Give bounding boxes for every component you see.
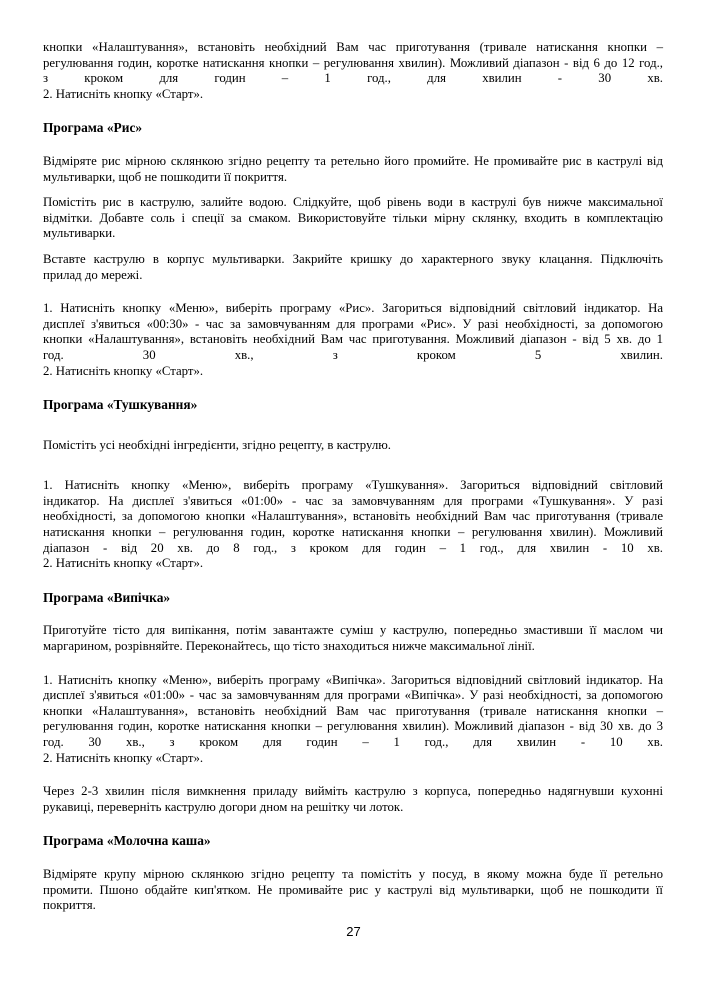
text-line: індикатор. На дисплеї з'явиться «01:00» - час за замовчуванням для програми «Тушкування». У разі <box>43 493 663 508</box>
text-line: Через 2-3 хвилин після вимкнення приладу вийміть каструлю з корпуса, попередньо надягнувши кухонні <box>43 784 663 799</box>
heading-rice: Програма «Рис» <box>43 120 143 136</box>
text-line: покриття. <box>43 898 96 913</box>
text-line: кнопки «Налаштування», встановіть необхідний Вам час приготування (тривале натискання кнопки – <box>43 703 663 718</box>
text-line: 1. Натисніть кнопку «Меню», виберіть програму «Тушкування». Загориться відповідний світловий <box>43 478 663 493</box>
intro-paragraph <box>43 40 663 102</box>
text-line: регулювання годин, коротке натискання кнопки – регулювання хвилин). Можливий діапазон - від 30 хв. до 3 <box>43 719 663 734</box>
text-line: з кроком для годин – 1 год., для хвилин - 30 хв. <box>43 71 663 86</box>
porridge-paragraph-1 <box>43 867 663 914</box>
text-line: регулювання годин, коротке натискання кнопки – регулювання хвилин). Можливий діапазон - від 6 до 12 год., <box>43 55 663 70</box>
heading-stew: Програма «Тушкування» <box>43 397 198 413</box>
text-line: Помістіть рис в каструлю, залийте водою. Слідкуйте, щоб рівень води в каструлі був нижче максимальної <box>43 195 663 210</box>
text-line: 2. Натисніть кнопку «Старт». <box>43 363 204 378</box>
text-line: Приготуйте тісто для випікання, потім завантажте суміш у каструлю, попередньо змастивши її маслом чи <box>43 623 663 638</box>
text-line: промити. Пшоно обдайте кип'ятком. Не промивайте рис у каструлі від мультиварки, щоб не пошкодити її <box>43 882 663 897</box>
text-line: натискання кнопки – регулювання годин, коротке натискання кнопки – регулювання хвилин). Можливий <box>43 525 663 540</box>
text-line: Відміряте крупу мірною склянкою згідно рецепту та помістіть у посуд, в якому можна буде її ретельно <box>43 866 663 881</box>
text-line: 2. Натисніть кнопку «Старт». <box>43 750 204 765</box>
text-line: Відміряте рис мірною склянкою згідно рецепту та ретельно його промийте. Не промивайте рис в каструлі від <box>43 153 663 168</box>
text-line: кнопки «Налаштування», встановіть необхідний Вам час приготування (тривале натискання кнопки – <box>43 40 663 54</box>
text-line: мультиварки. <box>43 226 116 241</box>
rice-paragraph-4 <box>43 301 663 379</box>
rice-paragraph-3 <box>43 252 663 283</box>
text-line: 1. Натисніть кнопку «Меню», виберіть програму «Рис». Загориться відповідний світловий індикатор. На <box>43 301 663 316</box>
stew-paragraph-1 <box>43 438 663 454</box>
text-line: год. 30 хв., з кроком 5 хвилин. <box>43 347 663 362</box>
baking-paragraph-3 <box>43 784 663 815</box>
text-line: прилад до мережі. <box>43 267 143 282</box>
stew-paragraph-2 <box>43 478 663 572</box>
text-line: 2. Натисніть кнопку «Старт». <box>43 86 204 101</box>
text-line: 2. Натисніть кнопку «Старт». <box>43 556 204 571</box>
text-line: діапазон - від 20 хв. до 8 год., з кроком для годин – 1 год., для хвилин - 10 хв. <box>43 540 663 555</box>
text-line: маргарином, розрівняйте. Переконайтесь, що тісто знаходиться нижче максимальної лінії. <box>43 639 535 654</box>
rice-paragraph-2 <box>43 195 663 242</box>
text-line: год. 30 хв., з кроком для годин – 1 год., для хвилин - 10 хв. <box>43 735 663 749</box>
rice-paragraph-1 <box>43 154 663 185</box>
page-number: 27 <box>346 924 361 939</box>
text-line: відмітки. Добавте соль і спеції за смаком. Використовуйте тільки мірну склянку, входить в комплектацію <box>43 210 663 225</box>
heading-baking: Програма «Випічка» <box>43 589 171 605</box>
text-line: Вставте каструлю в корпус мультиварки. Закрийте кришку до характерного звуку клацання. Підключіть <box>43 251 663 266</box>
heading-milk-porridge: Програма «Молочна каша» <box>43 833 211 849</box>
baking-paragraph-1 <box>43 623 663 654</box>
text-line: мультиварки, щоб не пошкодити її покриття. <box>43 169 288 184</box>
text-line: необхідності, за допомогою кнопки «Налаштування», встановіть необхідний Вам час приготування (тривале <box>43 509 663 524</box>
page-content <box>43 40 663 914</box>
text-line: рукавиці, переверніть каструлю догори дном на решітку чи лоток. <box>43 799 404 814</box>
text-line: дисплеї з'явиться «00:30» - час за замовчуванням для програми «Рис». У разі необхідності, за допомогою <box>43 316 663 331</box>
baking-paragraph-2 <box>43 673 663 767</box>
text-line: Помістіть усі необхідні інгредієнти, згідно рецепту, в каструлю. <box>43 437 391 452</box>
text-line: 1. Натисніть кнопку «Меню», виберіть програму «Випічка». Загориться відповідний світловий індикатор. На <box>43 672 663 687</box>
text-line: кнопки «Налаштування», встановіть необхідний Вам час приготування. Можливий діапазон - від 5 хв. до 1 <box>43 332 663 347</box>
text-line: дисплеї з'явиться «01:00» - час за замовчуванням для програми «Випічка». У разі необхідності, за допомогою <box>43 688 663 703</box>
